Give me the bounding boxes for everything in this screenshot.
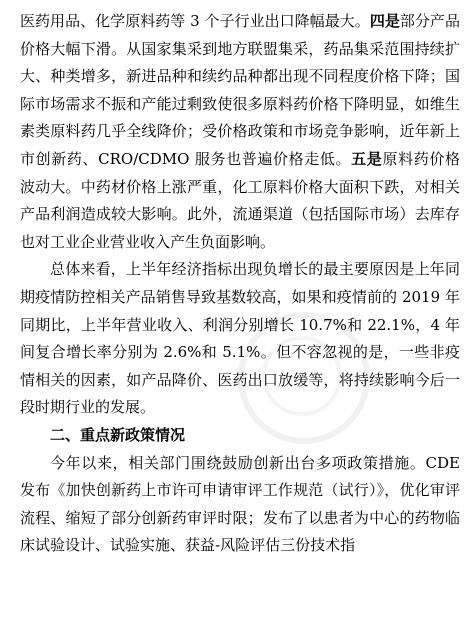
paragraph-price-decline xyxy=(20,8,460,256)
text-segment: 医药用品、化学原料药等 3 个子行业出口降幅最大。 xyxy=(20,12,370,30)
paragraph-summary: 总体来看，上半年经济指标出现负增长的最主要原因是上年同期疫情防控相关产品销售导致基数较高，如果和疫情前的 2019 年同期比，上半年营业收入、利润分别增长 10.7%和 22.1%，4 年间复合增长率分别为 2.6%和 5.1%。但不容忽视的是，一些非疫情相关的因素，如产品降价、医药出口放缓等，将持续影响今后一段时期行业的发展。 xyxy=(20,260,460,417)
section-heading: 二、重点新政策情况 xyxy=(50,425,186,444)
text-segment: 原料药价格波动大。中药材价格上涨严重，化工原料价格大面积下跌，对相关产品利润造成较大影响。此外，流通渠道（包括国际市场）去库存也对工业企业营业收入产生负面影响。 xyxy=(20,149,460,251)
paragraph-new-policies: 今年以来，相关部门围绕鼓励创新出台多项政策措施。CDE 发布《加快创新药上市许可申请审评工作规范（试行）》，优化审评流程、缩短了部分创新药审评时限；发布了以患者为中心的药物临床试验设计、试验实施、获益-风险评估三份技术指 xyxy=(20,453,460,555)
text-segment: 部分产品价格大幅下滑。从国家集采到地方联盟集采，药品集采范围持续扩大、种类增多，新进品种和续约品种都出现不同程度价格下降；国际市场需求不振和产能过剩致使很多原料药价格下降明显，如维生素类原料药几乎全线降价；受价格政策和市场竞争影响，近年新上市创新药、CRO/CDMO 服务也普遍价格走低。 xyxy=(20,12,460,168)
bold-marker-five: 五是 xyxy=(351,149,383,168)
bold-marker-four: 四是 xyxy=(369,12,400,30)
document-body xyxy=(20,8,460,560)
